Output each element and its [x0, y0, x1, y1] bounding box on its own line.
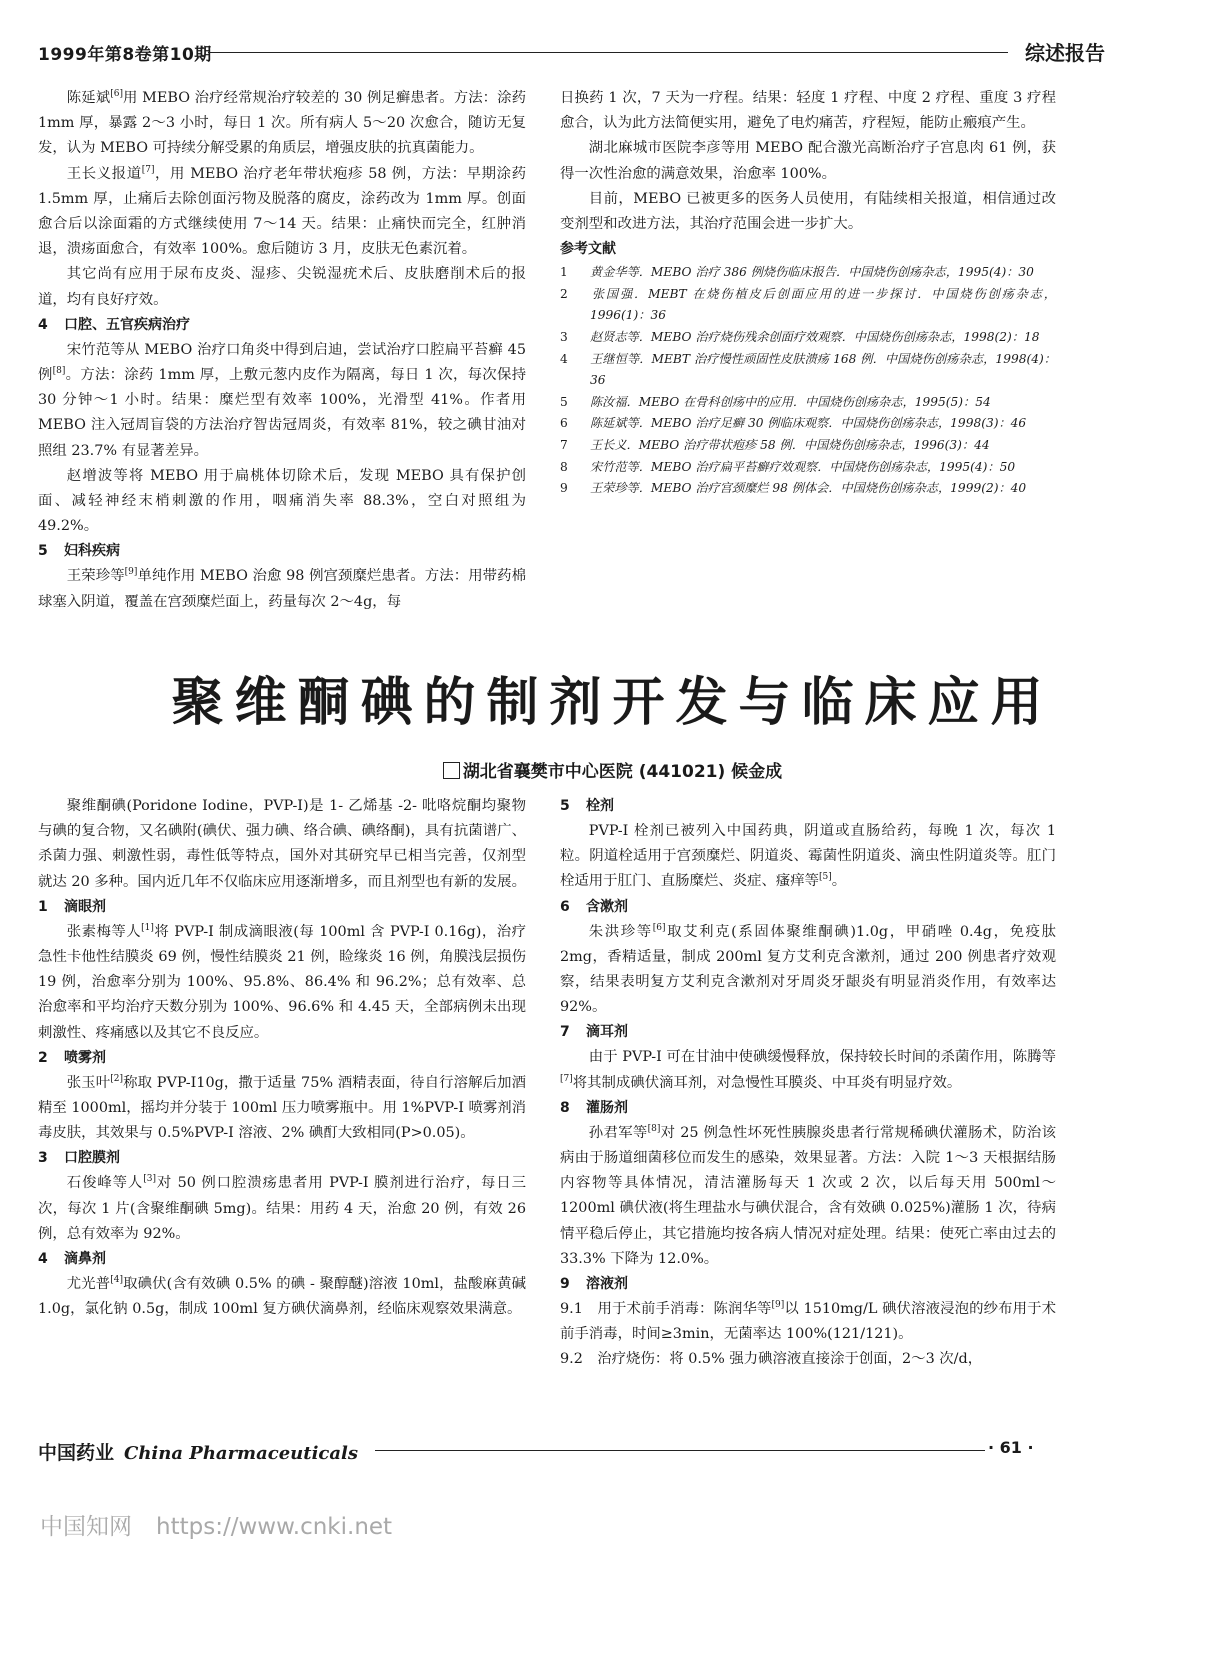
paragraph: 湖北麻城市医院李彦等用 MEBO 配合激光高断治疗子宫息肉 61 例，获得一次性治愈的满意效果，治愈率 100%。: [560, 140, 1056, 182]
section-label: 综述报告: [1025, 41, 1105, 65]
reference-item: 5 陈汝福．MEBO 在骨科创疡中的应用．中国烧伤创疡杂志，1995(5)：54: [560, 394, 991, 409]
reference-item: 7 王长义．MEBO 治疗带状疱疹 58 例．中国烧伤创疡杂志，1996(3)：44: [560, 437, 990, 452]
top-left-column: [38, 86, 526, 615]
section-heading: 4 滴鼻剂: [38, 1251, 106, 1268]
section-heading: 7 滴耳剂: [560, 1024, 628, 1041]
section-heading: 2 喷雾剂: [38, 1049, 106, 1066]
paragraph: 陈延斌[6]用 MEBO 治疗经常规治疗较差的 30 例足癣患者。方法：涂药 1mm 厚，暴露 2～3 小时，每日 1 次。所有病人 5～20 次愈合，随访无复发，认为 MEBO 可持续分解受累的角质层，增强皮肤的抗真菌能力。: [38, 89, 526, 157]
reference-item: 9 王荣珍等．MEBO 治疗宫颈糜烂 98 例体会．中国烧伤创疡杂志，1999(2)：40: [560, 481, 1027, 496]
paragraph: 宋竹范等从 MEBO 治疗口角炎中得到启迪，尝试治疗口腔扁平苔癣 45 例[8]。方法：涂药 1mm 厚，上敷元葱内皮作为隔离，每日 1 次，每次保持 30 分钟～1 小时。结果：糜烂型有效率 100%，光滑型 41%。作者用 MEBO 注入冠周盲袋的方法治疗智齿冠周炎，有效率 81%，较之碘甘油对照组 23.7% 有显著差异。: [38, 341, 526, 459]
section-heading: 8 灌肠剂: [560, 1099, 628, 1116]
reference-list: [560, 262, 1056, 500]
paragraph: 尤光普[4]取碘伏(含有效碘 0.5% 的碘 - 聚醇醚)溶液 10ml，盐酸麻黄碱 1.0g，氯化钠 0.5g，制成 100ml 复方碘伏滴鼻剂，经临床观察效果满意。: [38, 1275, 526, 1318]
paragraph: 目前，MEBO 已被更多的医务人员使用，有陆续相关报道，相信通过改变剂型和改进方法，其治疗范围会进一步扩大。: [560, 190, 1056, 233]
section-heading: 5 妇科疾病: [38, 543, 120, 560]
reference-item: 3 赵贤志等．MEBO 治疗烧伤残余创面疗效观察．中国烧伤创疡杂志，1998(2)：18: [560, 330, 1040, 344]
header-rule: [208, 52, 1008, 53]
article-title: 聚维酮碘的制剂开发与临床应用: [171, 673, 1054, 733]
section-heading: 6 含漱剂: [560, 898, 628, 915]
top-right-column: [560, 86, 1056, 500]
paragraph: 聚维酮碘(Poridone Iodine，PVP-I)是 1- 乙烯基 -2- 吡咯烷酮均聚物与碘的复合物，又名碘附(碘伏、强力碘、络合碘、碘络酮)，具有抗菌谱广、杀菌力强、刺激性弱，毒性低等特点，国外对其研究早已相当完善，仅剂型就达 20 多种。国内近几年不仅临床应用逐渐增多，而且剂型也有新的发展。: [38, 798, 526, 890]
reference-item: 8 宋竹范等．MEBO 治疗扁平苔癣疗效观察．中国烧伤创疡杂志，1995(4)：50: [560, 459, 1016, 474]
paragraph: 石俊峰等人[3]对 50 例口腔溃疡患者用 PVP-I 膜剂进行治疗，每日三次，每次 1 片(含聚维酮碘 5mg)。结果：用药 4 天，治愈 20 例，有效 26 例，总有效率为 92%。: [38, 1174, 526, 1242]
section-heading: 5 栓剂: [560, 798, 614, 814]
references-heading: 参考文献: [560, 241, 616, 258]
reference-item: 6 陈延斌等．MEBO 治疗足癣 30 例临床观察．中国烧伤创疡杂志，1998(3)：46: [560, 416, 1027, 431]
paragraph: 王长义报道[7]，用 MEBO 治疗老年带状疱疹 58 例，方法：早期涂药 1.5mm 厚，止痛后去除创面污物及脱落的腐皮，涂药改为 1mm 厚。创面愈合后以涂面霜的方式继续使用 7～14 天。结果：止痛快而完全，红肿消退，溃疡面愈合，有效率 100%。愈后随访 3 月，皮肤无色素沉着。: [38, 164, 526, 258]
box-icon: [443, 762, 460, 779]
reference-item: 2 张国强．MEBT 在烧伤植皮后创面应用的进一步探讨．中国烧伤创疡杂志，1996(1)：36: [560, 286, 1056, 323]
paragraph: 日换药 1 次，7 天为一疗程。结果：轻度 1 疗程、中度 2 疗程、重度 3 疗程愈合，认为此方法简便实用，避免了电灼痛苦，疗程短，能防止瘢痕产生。: [560, 90, 1056, 132]
bottom-right-column: [560, 794, 1056, 1373]
section-heading: 1 滴眼剂: [38, 898, 106, 915]
author-line: 湖北省襄樊市中心医院 (441021) 候金成: [0, 757, 1225, 782]
watermark: 中国知网 https://www.cnki.net: [40, 1514, 393, 1540]
paragraph: 孙君军等[8]对 25 例急性坏死性胰腺炎患者行常规稀碘伏灌肠术，防治该病由于肠道细菌移位而发生的感染，效果显著。方法：入院 1～3 天根据结肠内容物等具体情况，清洁灌肠每天 1 次或 2 次，以后每天用 500ml～1200ml 碘伏液(将生理盐水与碘伏混合，含有效碘 0.025%)灌肠 1 次，待病情平稳后停止，其它措施均按各病人情况对症处理。结果：使死亡率由过去的 33.3% 下降为 12.0%。: [560, 1124, 1056, 1267]
reference-item: 4 王继恒等．MEBT 治疗慢性顽固性皮肤溃疡 168 例．中国烧伤创疡杂志，1998(4)：36: [560, 351, 1056, 388]
paragraph: 张玉叶[2]称取 PVP-I10g，撒于适量 75% 酒精表面，待自行溶解后加酒精至 1000ml，摇均并分装于 100ml 压力喷雾瓶中。用 1%PVP-I 喷雾剂消毒皮肤，其效果与 0.5%PVP-I 溶液、2% 碘酊大致相同(P>0.05)。: [38, 1074, 527, 1142]
paragraph: 赵增波等将 MEBO 用于扁桃体切除术后，发现 MEBO 具有保护创面、减轻神经末梢刺激的作用，咽痛消失率 88.3%，空白对照组为 49.2%。: [38, 467, 526, 535]
paragraph: 王荣珍等[9]单纯作用 MEBO 治愈 98 例宫颈糜烂患者。方法：用带药棉球塞入阴道，覆盖在宫颈糜烂面上，药量每次 2～4g，每: [38, 567, 526, 610]
journal-name: 中国药业 China Pharmaceuticals: [38, 1442, 359, 1464]
footer-rule: [375, 1450, 985, 1451]
paragraph: 朱洪珍等[6]取艾利克(系固体聚维酮碘)1.0g，甲硝唑 0.4g，免疫肽 2mg，香精适量，制成 200ml 复方艾利克含漱剂，通过 200 例患者疗效观察，结果表明复方艾利克含漱剂对牙周炎牙龈炎有明显消炎作用，有效率达 92%。: [560, 922, 1056, 1016]
paragraph: 9.1 用于术前手消毒：陈润华等[9]以 1510mg/L 碘伏溶液浸泡的纱布用于术前手消毒，时间≥3min，无菌率达 100%(121/121)。: [560, 1300, 1056, 1343]
issue-label: 1999年第8卷第10期: [38, 45, 212, 65]
reference-item: 1 黄金华等．MEBO 治疗 386 例烧伤临床报告．中国烧伤创疡杂志，1995(4)：30: [560, 265, 1034, 280]
paragraph: 由于 PVP-I 可在甘油中使碘缓慢释放，保持较长时间的杀菌作用，陈腾等[7]将其制成碘伏滴耳剂，对急慢性耳膜炎、中耳炎有明显疗效。: [560, 1049, 1056, 1091]
section-heading: 9 溶液剂: [560, 1276, 628, 1293]
page-number: · 61 ·: [988, 1438, 1034, 1457]
bottom-left-column: [38, 794, 526, 1322]
paragraph: PVP-I 栓剂已被列入中国药典，阴道或直肠给药，每晚 1 次，每次 1 粒。阴道栓适用于宫颈糜烂、阴道炎、霉菌性阴道炎、滴虫性阴道炎等。肛门栓适用于肛门、直肠糜烂、炎症、瘙痒等[5]。: [560, 823, 1056, 890]
paragraph: 9.2 治疗烧伤：将 0.5% 强力碘溶液直接涂于创面，2～3 次/d，: [560, 1351, 983, 1368]
section-heading: 3 口腔膜剂: [38, 1150, 120, 1167]
section-heading: 4 口腔、五官疾病治疗: [38, 316, 190, 333]
paragraph: 其它尚有应用于尿布皮炎、湿疹、尖锐湿疣术后、皮肤磨削术后的报道，均有良好疗效。: [38, 266, 526, 308]
paragraph: 张素梅等人[1]将 PVP-I 制成滴眼液(每 100ml 含 PVP-I 0.16g)，治疗急性卡他性结膜炎 69 例，慢性结膜炎 21 例，睑缘炎 16 例，角膜浅层损伤 19 例，治愈率分别为 100%、95.8%、86.4% 和 96.2%；总有效率、总治愈率和平均治疗天数分别为 100%、96.6% 和 4.45 天，全部病例未出现刺激性、疼痛感以及其它不良反应。: [38, 923, 526, 1041]
